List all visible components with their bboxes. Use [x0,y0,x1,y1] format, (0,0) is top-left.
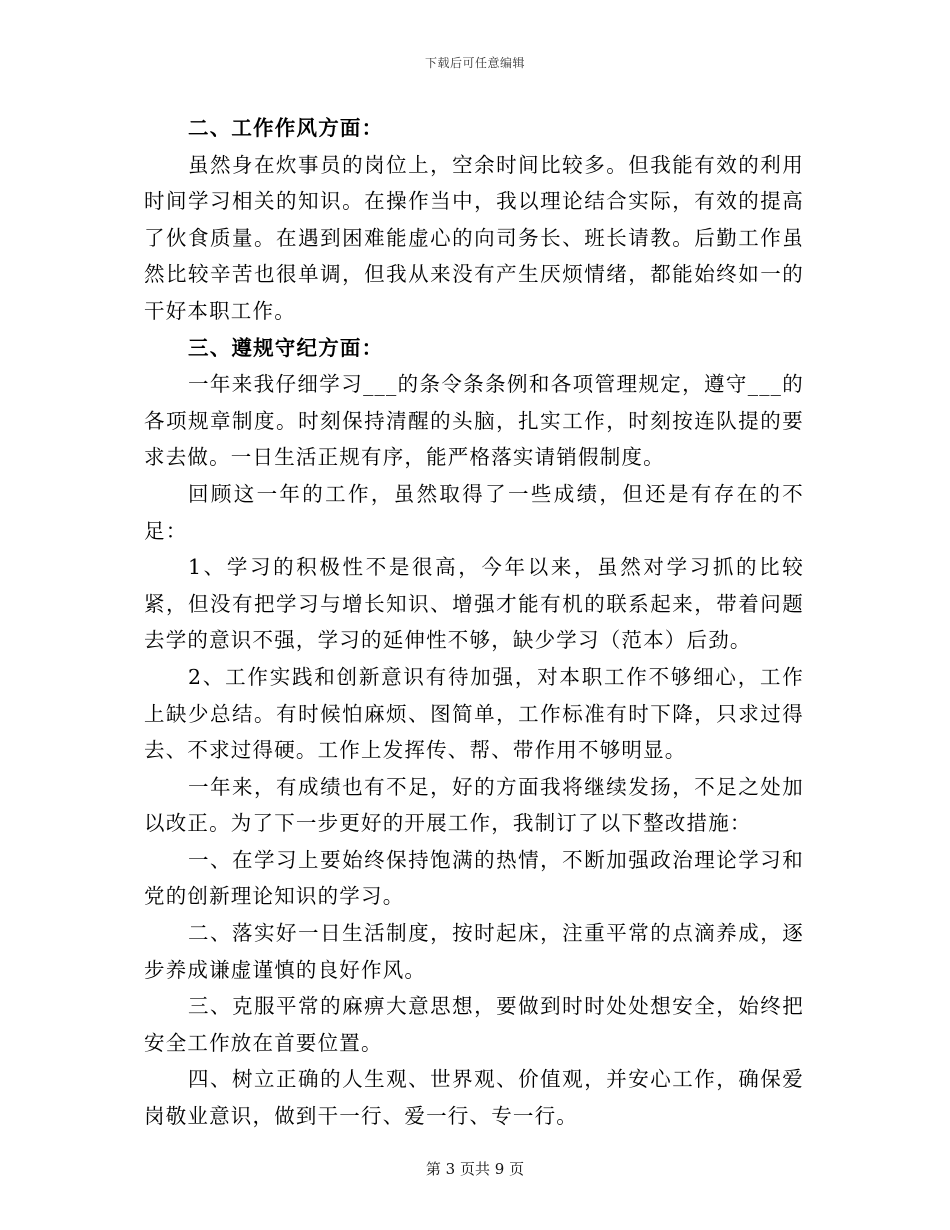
paragraph-shortcoming-1: 1、学习的积极性不是很高，今年以来，虽然对学习抓的比较紧，但没有把学习与增长知识、增强才能有机的联系起来，带着问题去学的意识不强，学习的延伸性不够，缺少学习（范本）后劲。 [144,555,804,653]
page-header: 下载后可任意编辑 [424,56,525,70]
paragraph-measure-4: 四、树立正确的人生观、世界观、价值观，并安心工作，确保爱岗敬业意识，做到干一行、爱一行、专一行。 [144,1067,804,1129]
paragraph-measure-2: 二、落实好一日生活制度，按时起床，注重平常的点滴养成，逐步养成谦虚谨慎的良好作风。 [144,921,804,982]
paragraph-work-style: 虽然身在炊事员的岗位上，空余时间比较多。但我能有效的利用时间学习相关的知识。在操作当中，我以理论结合实际，有效的提高了伙食质量。在遇到困难能虚心的向司务长、班长请教。后勤工作虽然比较辛苦也很单调，但我从来没有产生厌烦情绪，都能始终如一的干好本职工作。 [144,152,804,323]
paragraph-shortcoming-2: 2、工作实践和创新意识有待加强，对本职工作不够细心，工作上缺少总结。有时候怕麻烦、图简单，工作标准有时下降，只求过得去、不求过得硬。工作上发挥传、帮、带作用不够明显。 [144,664,804,763]
paragraph-review: 回顾这一年的工作，虽然取得了一些成绩，但还是有存在的不足： [144,481,804,543]
paragraph-measure-3: 三、克服平常的麻痹大意思想，要做到时时处处想安全，始终把安全工作放在首要位置。 [144,994,804,1055]
page-number: 第 3 页共 9 页 [425,1160,525,1178]
paragraph-discipline: 一年来我仔细学习___的条令条条例和各项管理规定，遵守___的各项规章制度。时刻保持清醒的头脑，扎实工作，时刻按连队提的要求去做。一日生活正规有序，能严格落实请销假制度。 [144,372,804,470]
paragraph-improvement-intro: 一年来，有成绩也有不足，好的方面我将继续发扬，不足之处加以改正。为了下一步更好的开展工作，我制订了以下整改措施： [144,774,804,836]
document-body [144,110,804,1135]
section-heading-discipline: 三、遵规守纪方面： [188,335,384,360]
paragraph-measure-1: 一、在学习上要始终保持饱满的热情，不断加强政治理论学习和党的创新理论知识的学习。 [144,847,804,909]
section-heading-work-style: 二、工作作风方面： [188,116,384,140]
